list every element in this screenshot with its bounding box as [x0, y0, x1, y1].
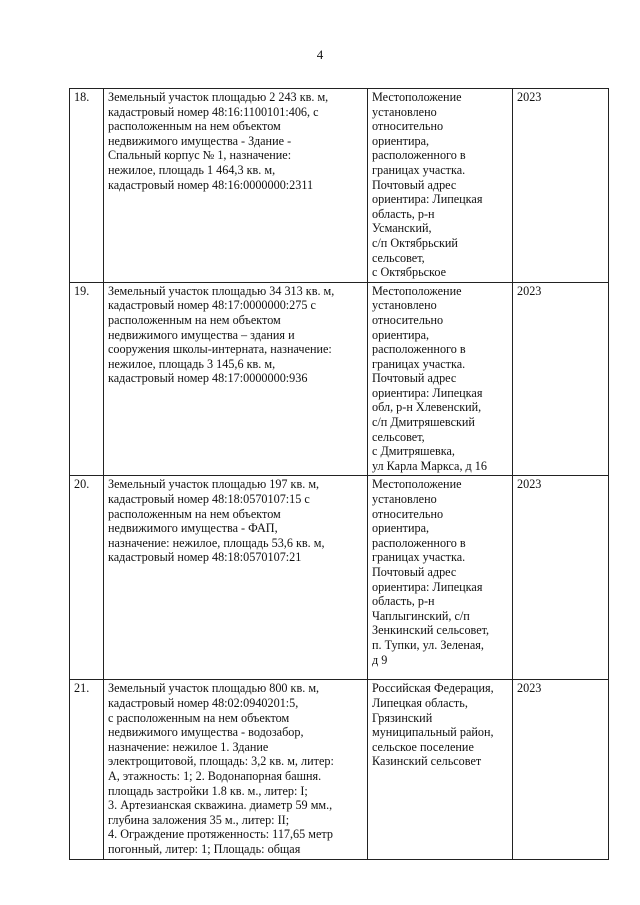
location-line: область, р-н — [372, 206, 435, 221]
location-line: Чаплыгинский, с/п — [372, 608, 470, 623]
description-line: глубина заложения 35 м., литер: II; — [108, 812, 290, 827]
location-line: сельское поселение — [372, 739, 474, 754]
location-line: муниципальный район, — [372, 725, 494, 740]
location-line: ориентира, — [372, 133, 430, 148]
location-line: область, р-н — [372, 594, 435, 609]
description-line: А, этажность: 1; 2. Водонапорная башня. — [108, 769, 322, 783]
description-line: Земельный участок площадью 34 313 кв. м, — [108, 283, 335, 298]
description-line: расположенным на нем объектом — [108, 506, 281, 521]
description-line: погонный, литер: 1; Площадь: общая — [108, 841, 301, 856]
location-line: ориентира: Липецкая — [372, 192, 483, 207]
location-line: Зенкинский сельсовет, — [372, 623, 490, 638]
description-line: кадастровый номер 48:16:0000000:2311 — [108, 177, 314, 192]
location-cell — [368, 476, 513, 680]
location-line: с Дмитряшевка, — [372, 444, 455, 459]
location-line: расположенного в — [372, 342, 466, 357]
location-line: относительно — [372, 119, 444, 134]
location-line: ориентира: Липецкая — [372, 385, 483, 400]
description-line: недвижимого имущества – здания и — [108, 327, 295, 342]
description-line: нежилое, площадь 3 145,6 кв. м, — [108, 356, 276, 371]
location-line: расположенного в — [372, 535, 466, 550]
property-table — [69, 88, 609, 860]
location-line: д 9 — [372, 652, 388, 667]
description-cell — [104, 89, 368, 283]
description-line: электрощитовой, площадь: 3,2 кв. м, литер: — [108, 754, 334, 769]
location-line: Грязинский — [372, 710, 433, 725]
location-line: расположенного в — [372, 148, 466, 163]
description-line: 3. Артезианская скважина. диаметр 59 мм., — [108, 798, 333, 813]
year-cell: 2023 — [513, 476, 609, 680]
location-line: Местоположение — [372, 477, 462, 492]
location-line: установлено — [372, 298, 437, 313]
location-line: Усманский, — [372, 221, 432, 236]
row-number-cell: 18. — [70, 89, 104, 283]
description-line: Земельный участок площадью 2 243 кв. м, — [108, 90, 329, 104]
location-line: Почтовый адрес — [372, 371, 457, 386]
location-cell — [368, 282, 513, 476]
location-line: установлено — [372, 492, 437, 507]
description-line: площадь застройки 1.8 кв. м., литер: I; — [108, 783, 308, 798]
row-number-cell: 20. — [70, 476, 104, 680]
description-line: расположенным на нем объектом — [108, 119, 281, 134]
description-line: назначение: нежилое, площадь 53,6 кв. м, — [108, 535, 325, 550]
description-line: кадастровый номер 48:18:0570107:15 с — [108, 492, 310, 507]
description-line: нежилое, площадь 1 464,3 кв. м, — [108, 162, 276, 177]
year-cell: 2023 — [513, 282, 609, 476]
location-line: границах участка. — [372, 356, 466, 371]
table-row — [70, 89, 609, 283]
location-line: Почтовый адрес — [372, 565, 457, 579]
location-line: относительно — [372, 506, 444, 521]
description-line: недвижимого имущества - водозабор, — [108, 725, 304, 740]
description-line: кадастровый номер 48:02:0940201:5, — [108, 696, 299, 711]
description-line: кадастровый номер 48:16:1100101:406, с — [108, 104, 319, 119]
location-line: ориентира, — [372, 521, 430, 536]
location-line: п. Тупки, ул. Зеленая, — [372, 637, 484, 652]
description-line: недвижимого имущества - Здание - — [108, 133, 292, 148]
page-number: 4 — [316, 47, 324, 62]
location-line: Российская Федерация, — [372, 681, 494, 696]
description-line: сооружения школы-интерната, назначение: — [108, 342, 332, 357]
row-number-cell: 19. — [70, 282, 104, 476]
year-cell: 2023 — [513, 680, 609, 859]
location-line: ул Карла Маркса, д 16 — [372, 458, 487, 473]
description-line: кадастровый номер 48:17:0000000:936 — [108, 371, 308, 386]
table-row — [70, 282, 609, 476]
description-cell — [104, 680, 368, 859]
description-line: назначение: нежилое 1. Здание — [108, 739, 269, 754]
location-line: Местоположение — [372, 90, 462, 104]
location-line: с/п Октябрьский — [372, 235, 458, 250]
location-line: с Октябрьское — [372, 265, 447, 280]
location-line: границах участка. — [372, 162, 466, 177]
description-cell — [104, 282, 368, 476]
description-line: Земельный участок площадью 800 кв. м, — [108, 681, 320, 696]
table-row — [70, 476, 609, 680]
location-line: сельсовет, — [372, 429, 425, 444]
table-row — [70, 680, 609, 859]
description-line: недвижимого имущества - ФАП, — [108, 521, 278, 536]
description-cell — [104, 476, 368, 680]
location-line: ориентира: Липецкая — [372, 579, 483, 594]
description-line: кадастровый номер 48:18:0570107:21 — [108, 550, 302, 565]
location-cell — [368, 680, 513, 859]
location-line: Липецкая область, — [372, 696, 468, 711]
location-line: Местоположение — [372, 283, 462, 298]
location-line: с/п Дмитряшевский — [372, 415, 475, 430]
row-number-cell: 21. — [70, 680, 104, 859]
description-line: кадастровый номер 48:17:0000000:275 с — [108, 298, 316, 313]
location-line: ориентира, — [372, 327, 430, 342]
description-line: 4. Ограждение протяженность: 117,65 метр — [108, 827, 333, 842]
description-line: Земельный участок площадью 197 кв. м, — [108, 477, 320, 492]
year-cell: 2023 — [513, 89, 609, 283]
location-line: границах участка. — [372, 550, 466, 565]
table-body — [70, 89, 609, 860]
location-line: установлено — [372, 104, 437, 119]
location-cell — [368, 89, 513, 283]
location-line: сельсовет, — [372, 250, 425, 265]
location-line: относительно — [372, 312, 444, 327]
location-line: Казинский сельсовет — [372, 754, 482, 769]
description-line: с расположенным на нем объектом — [108, 710, 290, 725]
location-line: Почтовый адрес — [372, 177, 457, 192]
location-line: обл, р-н Хлевенский, — [372, 400, 482, 415]
description-line: расположенным на нем объектом — [108, 312, 281, 327]
description-line: Спальный корпус № 1, назначение: — [108, 148, 292, 163]
